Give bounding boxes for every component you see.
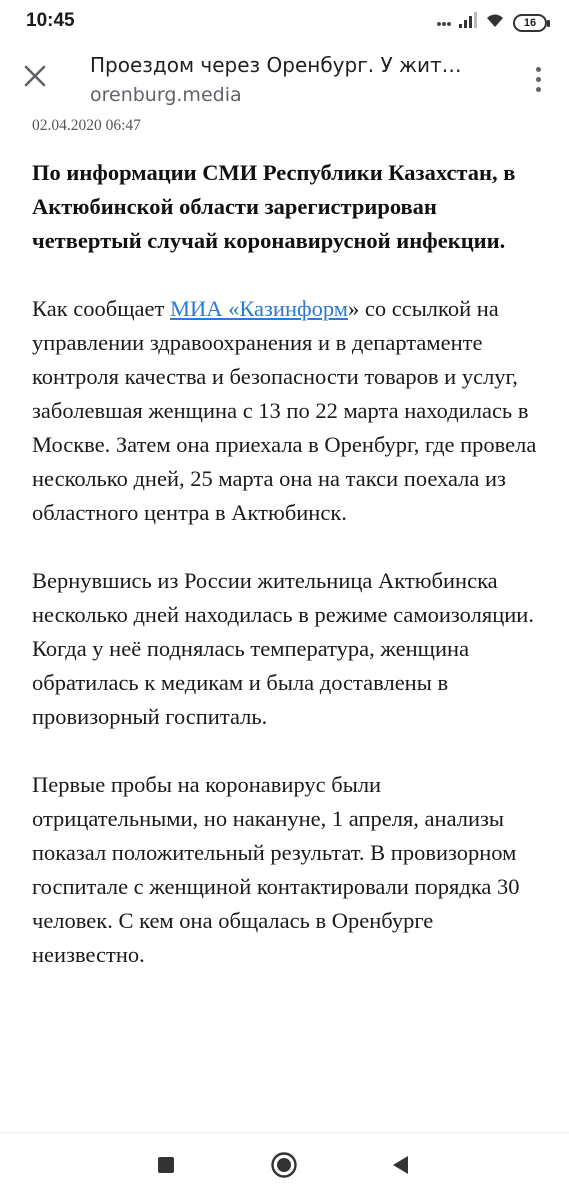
battery-icon xyxy=(513,14,547,32)
article-date: 02.04.2020 06:47 xyxy=(32,117,141,134)
signal-icon xyxy=(459,12,477,33)
close-button[interactable] xyxy=(14,57,56,99)
article-content xyxy=(32,114,542,972)
back-button[interactable] xyxy=(384,1151,416,1183)
paragraph-1-before: Как сообщает xyxy=(32,296,170,321)
article-paragraph-2: Вернувшись из России жительница Актюбинска несколько дней находилась в режиме самоизоляции. Когда у неё поднялась температура, женщина обратилась к медикам и была доставлены в провизорный госпиталь. xyxy=(32,568,534,729)
wifi-icon xyxy=(485,12,505,33)
recent-apps-button[interactable] xyxy=(150,1151,182,1183)
more-vert-icon xyxy=(536,67,541,72)
dots-icon xyxy=(437,14,451,32)
paragraph-1-after: » со ссылкой на управлении здравоохранения и в департаменте контроля качества и безопасности товаров и услуг, заболевшая женщина с 13 по 22 марта находилась в Москве. Затем она приехала в Оренбург, где провела несколько дней, 25 марта она на такси поехала из областного центра в Актюбинск. xyxy=(32,296,537,525)
battery-level: 16 xyxy=(523,16,537,29)
article-paragraph-3: Первые пробы на коронавирус были отрицательными, но накануне, 1 апреля, анализы показал положительный результат. В провизорном госпитале с женщиной контактировали порядка 30 человек. С кем она общалась в Оренбурге неизвестно. xyxy=(32,772,520,967)
browser-toolbar xyxy=(0,44,569,114)
home-button[interactable] xyxy=(268,1151,300,1183)
more-options-button[interactable] xyxy=(523,61,553,97)
article-paragraph-1 xyxy=(32,292,542,530)
system-nav-bar xyxy=(0,1132,569,1200)
more-vert-dot xyxy=(536,77,541,82)
more-vert-dot xyxy=(536,87,541,92)
back-icon xyxy=(390,1155,410,1180)
recent-apps-icon xyxy=(157,1156,175,1179)
page-title: Проездом через Оренбург. У жит… xyxy=(90,53,462,77)
article-lead: По информации СМИ Республики Казахстан, в Актюбинской области зарегистрирован четвертый случай коронавирусной инфекции. xyxy=(32,160,516,253)
status-icons xyxy=(437,12,547,33)
page-url[interactable]: orenburg.media xyxy=(90,84,242,106)
status-time: 10:45 xyxy=(26,10,75,31)
home-icon xyxy=(270,1151,298,1184)
close-icon xyxy=(24,65,46,92)
source-link[interactable]: МИА «Казинформ xyxy=(169,296,348,321)
status-bar xyxy=(0,0,569,44)
